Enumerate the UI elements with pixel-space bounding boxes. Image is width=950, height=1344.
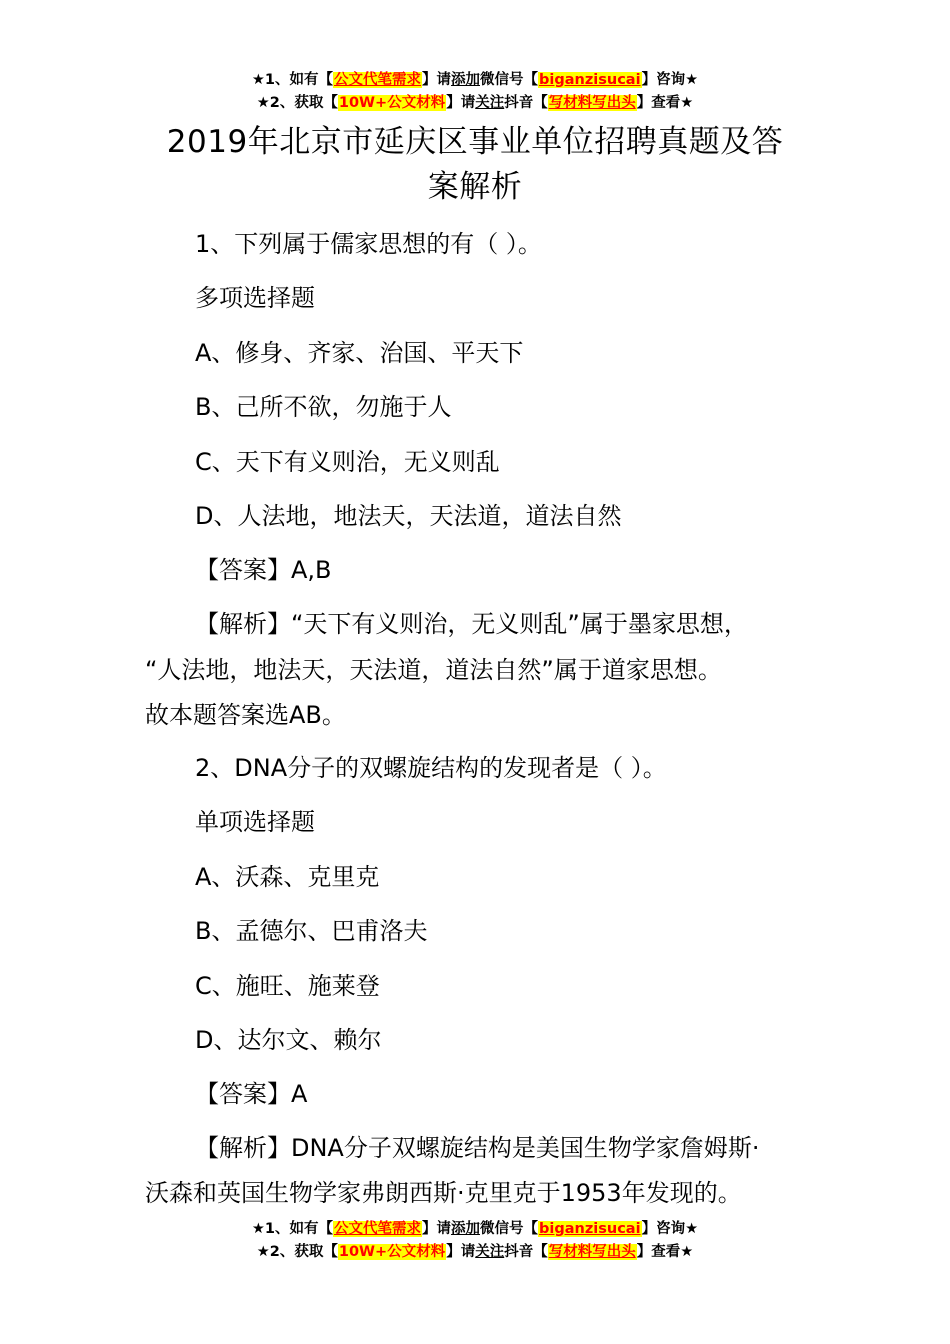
banner-text: 微信号【 xyxy=(480,72,539,88)
q2-analysis-line-1: 【解析】DNA分子双螺旋结构是美国生物学家詹姆斯· xyxy=(195,1134,760,1162)
banner-text: 】查看★ xyxy=(636,95,694,111)
banner-text: 抖音【 xyxy=(504,1244,548,1260)
banner-text: 微信号【 xyxy=(480,1221,539,1237)
q1-option-a: A、修身、齐家、治国、平天下 xyxy=(195,339,524,367)
banner-highlight-service: 公文代笔需求 xyxy=(334,72,422,88)
banner-line-2 xyxy=(0,1241,950,1264)
q2-question: 2、DNA分子的双螺旋结构的发现者是（ ）。 xyxy=(195,754,667,782)
q1-option-d: D、人法地，地法天，天法道，道法自然 xyxy=(195,502,622,530)
banner-text: 】请 xyxy=(446,1244,476,1260)
banner-highlight-materials: 10W+公文材料 xyxy=(338,95,446,111)
banner-text: ★1、如有【 xyxy=(251,72,334,88)
q2-option-b: B、孟德尔、巴甫洛夫 xyxy=(195,917,428,945)
q1-answer: 【答案】A,B xyxy=(195,556,332,584)
banner-text: 】请 xyxy=(446,95,476,111)
page-title xyxy=(145,120,805,210)
banner-text: 】请 xyxy=(422,1221,452,1237)
q2-option-c: C、施旺、施莱登 xyxy=(195,972,380,1000)
banner-underline-text: 关注 xyxy=(475,1244,505,1260)
banner-underline-text: 添加 xyxy=(451,1221,481,1237)
banner-text: 】咨询★ xyxy=(641,72,699,88)
banner-highlight-douyin: 写材料写出头 xyxy=(548,95,636,111)
banner-text: 】咨询★ xyxy=(641,1221,699,1237)
banner-line-1 xyxy=(0,69,950,92)
banner-highlight-service: 公文代笔需求 xyxy=(334,1221,422,1237)
title-line-1: 2019年北京市延庆区事业单位招聘真题及答 xyxy=(166,124,784,160)
banner-highlight-materials: 10W+公文材料 xyxy=(338,1244,446,1260)
banner-text: 】请 xyxy=(422,72,452,88)
q2-option-a: A、沃森、克里克 xyxy=(195,863,380,891)
banner-highlight-wechat-id: biganzisucai xyxy=(539,1221,641,1237)
footer-banner xyxy=(0,1218,950,1264)
q1-analysis-line-1: 【解析】“天下有义则治，无义则乱”属于墨家思想， xyxy=(195,610,748,638)
banner-text: ★2、获取【 xyxy=(256,95,338,111)
banner-underline-text: 添加 xyxy=(451,72,481,88)
q2-answer: 【答案】A xyxy=(195,1080,308,1108)
q1-question: 1、下列属于儒家思想的有（ ）。 xyxy=(195,230,542,258)
title-line-2: 案解析 xyxy=(427,169,523,205)
banner-line-1 xyxy=(0,1218,950,1241)
q2-type: 单项选择题 xyxy=(195,808,315,836)
q2-option-d: D、达尔文、赖尔 xyxy=(195,1026,382,1054)
header-banner xyxy=(0,69,950,115)
banner-highlight-douyin: 写材料写出头 xyxy=(548,1244,636,1260)
q1-analysis-line-2: “人法地，地法天，天法道，道法自然”属于道家思想。 xyxy=(145,656,722,684)
banner-text: ★2、获取【 xyxy=(256,1244,338,1260)
q2-analysis-line-2: 沃森和英国生物学家弗朗西斯·克里克于1953年发现的。 xyxy=(145,1179,742,1207)
banner-line-2 xyxy=(0,92,950,115)
q1-option-c: C、天下有义则治，无义则乱 xyxy=(195,448,500,476)
banner-text: 抖音【 xyxy=(504,95,548,111)
q1-option-b: B、己所不欲，勿施于人 xyxy=(195,393,452,421)
q1-type: 多项选择题 xyxy=(195,284,315,312)
banner-highlight-wechat-id: biganzisucai xyxy=(539,72,641,88)
banner-text: 】查看★ xyxy=(636,1244,694,1260)
banner-underline-text: 关注 xyxy=(475,95,505,111)
banner-text: ★1、如有【 xyxy=(251,1221,334,1237)
q1-analysis-line-3: 故本题答案选AB。 xyxy=(145,701,346,729)
